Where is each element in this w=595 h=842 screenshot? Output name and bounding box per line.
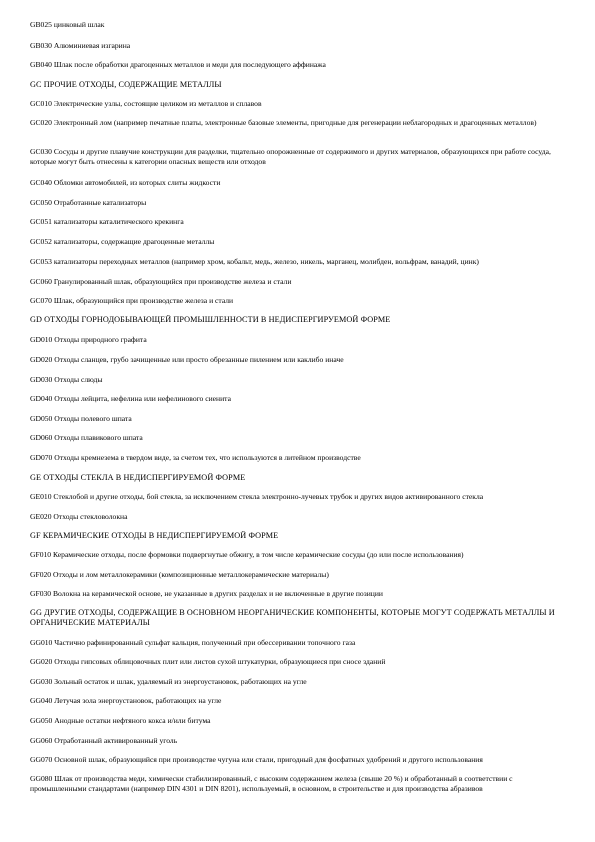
list-entry: GC040 Обломки автомобилей, из которых слиты жидкости <box>30 178 221 187</box>
list-entry: GG010 Частично рафинированный сульфат кальция, полученный при обессеривании топочного газа <box>30 638 356 647</box>
list-entry: GC051 катализаторы каталитического крекинга <box>30 217 184 226</box>
list-entry: GE020 Отходы стекловолокна <box>30 512 128 521</box>
section-heading: GD ОТХОДЫ ГОРНОДОБЫВАЮЩЕЙ ПРОМЫШЛЕННОСТИ В НЕДИСПЕРГИРУЕМОЙ ФОРМЕ <box>30 315 391 324</box>
list-entry: GG050 Анодные остатки нефтяного кокса и/или битума <box>30 716 211 725</box>
list-entry: GC010 Электрические узлы, состоящие целиком из металлов и сплавов <box>30 99 262 108</box>
list-entry: GF030 Волокна на керамической основе, не указанные в других разделах и не включенные в другие позиции <box>30 589 383 598</box>
list-entry: GG020 Отходы гипсовых облицовочных плит или листов сухой штукатурки, образующиеся при сносе зданий <box>30 657 386 666</box>
section-heading: GC ПРОЧИЕ ОТХОДЫ, СОДЕРЖАЩИЕ МЕТАЛЛЫ <box>30 80 222 89</box>
list-entry: GG080 Шлак от производства меди, химически стабилизированный, с высоким содержанием железа (свыше 20 %) и обработанный в соответствии с промышленными стандартами (например DIN 4301 и DIN 8201), используемый, в основном, в строительстве и для производства абразивов <box>30 774 513 793</box>
section-heading: GG ДРУГИЕ ОТХОДЫ, СОДЕРЖАЩИЕ В ОСНОВНОМ НЕОРГАНИЧЕСКИЕ КОМПОНЕНТЫ, КОТОРЫЕ МОГУТ СОДЕРЖАТЬ МЕТАЛЛЫ И ОРГАНИЧЕСКИЕ МАТЕРИАЛЫ <box>30 608 555 627</box>
list-entry: GC052 катализаторы, содержащие драгоценные металлы <box>30 237 215 246</box>
list-entry: GD040 Отходы лейцита, нефелина или нефелинового сиенита <box>30 394 231 403</box>
list-entry: GC060 Гранулированный шлак, образующийся при производстве железа и стали <box>30 277 292 286</box>
list-entry: GC020 Электронный лом (например печатные платы, электронные базовые элементы, пригодные для регенерации неблагородных и драгоценных металлов) <box>30 118 537 127</box>
section-heading: GF КЕРАМИЧЕСКИЕ ОТХОДЫ В НЕДИСПЕРГИРУЕМОЙ ФОРМЕ <box>30 531 279 540</box>
list-entry: GC053 катализаторы переходных металлов (например хром, кобальт, медь, железо, никель, марганец, молибден, вольфрам, ванадий, цинк) <box>30 257 479 266</box>
list-entry: GE010 Стеклобой и другие отходы, бой стекла, за исключением стекла электронно-лучевых трубок и других видов активированного стекла <box>30 492 484 501</box>
list-entry: GD020 Отходы сланцев, грубо зачищенные или просто обрезанные пилением или каклибо иначе <box>30 355 344 364</box>
list-entry: GG030 Зольный остаток и шлак, удаляемый из энергоустановок, работающих на угле <box>30 677 307 686</box>
list-entry: GD010 Отходы природного графита <box>30 335 147 344</box>
list-entry: GC030 Сосуды и другие плавучие конструкции для разделки, тщательно опорожненные от содержимого и других материалов, образующихся при работе сосуда, которые могут быть отнесены к категории опасных веществ или отходов <box>30 147 551 166</box>
list-entry: GF010 Керамические отходы, после формовки подвергнутые обжигу, в том числе керамические сосуды (до или после использования) <box>30 550 464 559</box>
list-entry: GC070 Шлак, образующийся при производстве железа и стали <box>30 296 234 305</box>
list-entry: GC050 Отработанные катализаторы <box>30 198 147 207</box>
list-entry: GD060 Отходы плавикового шпата <box>30 433 143 442</box>
list-entry: GB025 цинковый шлак <box>30 20 105 29</box>
list-entry: GD070 Отходы кремнезема в твердом виде, за счетом тех, что используются в литейном производстве <box>30 453 361 462</box>
section-heading: GE ОТХОДЫ СТЕКЛА В НЕДИСПЕРГИРУЕМОЙ ФОРМЕ <box>30 473 246 482</box>
list-entry: GB030 Алюминиевая изгарина <box>30 41 131 50</box>
list-entry: GB040 Шлак после обработки драгоценных металлов и меди для последующего аффинажа <box>30 60 326 69</box>
list-entry: GG070 Основной шлак, образующийся при производстве чугуна или стали, пригодный для фосфатных удобрений и другого использования <box>30 755 483 764</box>
list-entry: GD030 Отходы слюды <box>30 375 103 384</box>
list-entry: GG040 Летучая зола энергоустановок, работающих на угле <box>30 696 222 705</box>
list-entry: GF020 Отходы и лом металлокерамики (композиционные металлокерамические материалы) <box>30 570 329 579</box>
list-entry: GD050 Отходы полевого шпата <box>30 414 132 423</box>
list-entry: GG060 Отработанный активированный уголь <box>30 736 178 745</box>
